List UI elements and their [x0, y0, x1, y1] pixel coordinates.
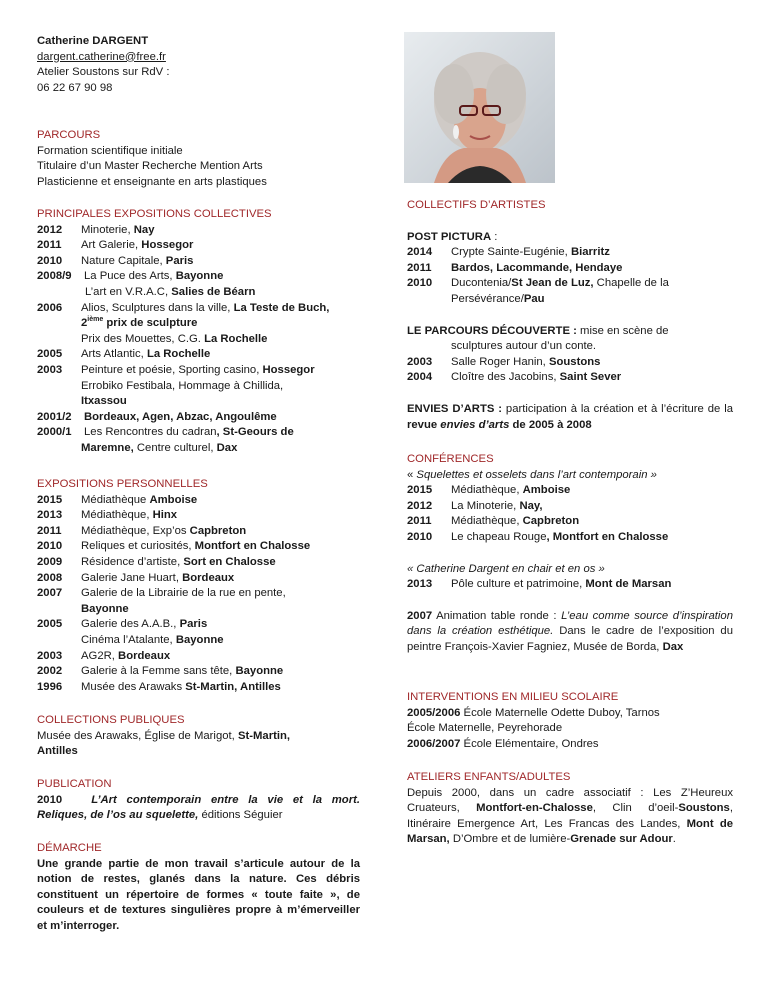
list-item: 2000/1 Les Rencontres du cadran, St-Geours de: [37, 426, 294, 439]
expo-collectives-section: [37, 207, 360, 457]
collectifs-title: COLLECTIFS D’ARTISTES: [407, 199, 546, 211]
interventions-section: INTERVENTIONS EN MILIEU SCOLAIRE 2005/2006 École Maternelle Odette Duboy, Tarnos École Maternelle, Peyrehorade 2006/2007 École Elémentaire, Ondres: [407, 690, 733, 752]
list-item: 2003 Salle Roger Hanin, Soustons: [407, 355, 601, 368]
demarche-title: DÉMARCHE: [37, 842, 102, 854]
list-item: 2003 Peinture et poésie, Sporting casino, Hossegor: [37, 363, 315, 376]
list-item: 2010 Ducontenia/St Jean de Luz, Chapelle de la: [407, 277, 669, 290]
list-item: 2004 Cloître des Jacobins, Saint Sever: [407, 371, 622, 384]
list-item: 2011 Bardos, Lacommande, Hendaye: [407, 261, 623, 274]
publication-section: PUBLICATION 2010 L’Art contemporain entre la vie et la mort. Reliques, de l’os au squelette, éditions Séguier: [37, 778, 360, 822]
list-item: 2007 Galerie de la Librairie de la rue en pente,: [37, 587, 286, 600]
list-item: 2012 Minoterie, Nay: [37, 223, 155, 236]
conferences-section: CONFÉRENCES « Squelettes et osselets dans l’art contemporain » 2015 Médiathèque, Amboise 2012 La Minoterie, Nay, 2011 Médiathèque, Capbreton 2010 Le chapeau Rouge, Montfort en Chalosse « Catherine Dargent en chair et en os » 2013 Pôle culture et patrimoine, Mont de Marsan 2007 Animation table ronde : L’eau comme source d’inspiration dans la création esthétique. Dans le cadre de l’exposition du peintre François-Xavier Fagniez, Musée de Borda, Dax: [407, 453, 733, 653]
list-item: 1996 Musée des Arawaks St-Martin, Antilles: [37, 680, 281, 693]
list-item: 2003 AG2R, Bordeaux: [37, 649, 171, 662]
demarche-section: [37, 841, 360, 935]
list-item: Errobiko Festibala, Hommage à Chillida,: [81, 379, 284, 392]
publication-title: PUBLICATION: [37, 778, 112, 790]
atelier-line: Atelier Soustons sur RdV :: [37, 66, 170, 79]
list-item: Prix des Mouettes, C.G. La Rochelle: [81, 332, 268, 345]
list-item: 2010 Le chapeau Rouge, Montfort en Chalosse: [407, 530, 669, 543]
interventions-title: INTERVENTIONS EN MILIEU SCOLAIRE: [407, 691, 619, 703]
list-item: 2001/2 Bordeaux, Agen, Abzac, Angoulême: [37, 410, 277, 423]
list-item: 2011 Art Galerie, Hossegor: [37, 239, 194, 252]
collections-title: COLLECTIONS PUBLIQUES: [37, 714, 185, 726]
collections-section: COLLECTIONS PUBLIQUES Musée des Arawaks, Église de Marigot, St-Martin, Antilles: [37, 713, 360, 760]
list-item: 2005 Galerie des A.A.B., Paris: [37, 618, 208, 631]
list-item: 2010 Nature Capitale, Paris: [37, 254, 194, 267]
list-item: Cinéma l’Atalante, Bayonne: [81, 633, 224, 646]
list-item: 2005 Arts Atlantic, La Rochelle: [37, 348, 211, 361]
list-item: 2006 Alios, Sculptures dans la ville, La Teste de Buch,: [37, 301, 330, 314]
list-item: 2012 La Minoterie, Nay,: [407, 499, 543, 512]
parcours-section: [37, 128, 360, 190]
list-item: 2013 Pôle culture et patrimoine, Mont de Marsan: [407, 578, 672, 591]
parcours-line: Formation scientifique initiale: [37, 144, 183, 157]
list-item: 2015 Médiathèque Amboise: [37, 493, 198, 506]
list-item: L’art en V.R.A.C, Salies de Béarn: [85, 285, 256, 298]
parcours-title: PARCOURS: [37, 129, 101, 141]
list-item: 2011 Médiathèque, Capbreton: [407, 515, 580, 528]
parcours-line: Plasticienne et enseignante en arts plastiques: [37, 175, 267, 188]
list-item: Maremne, Centre culturel, Dax: [81, 441, 238, 454]
conferences-title: CONFÉRENCES: [407, 453, 494, 465]
ateliers-section: ATELIERS ENFANTS/ADULTES Depuis 2000, dans un cadre associatif : Les Z’Heureux Cruateurs, Montfort-en-Chalosse, Clin d’oeil-Soustons, Itinéraire Emergence Art, Les Francas des Landes, Mont de Marsan, D’Ombre et de lumière-Grenade sur Adour.: [407, 771, 733, 846]
envies-darts: ENVIES D’ARTS : participation à la création et à l’écriture de la revue envies d’arts de 2005 à 2008: [407, 402, 733, 431]
expo-collectives-title: PRINCIPALES EXPOSITIONS COLLECTIVES: [37, 208, 272, 220]
portrait-photo: [404, 32, 555, 183]
list-item: 2014 Crypte Sainte-Eugénie, Biarritz: [407, 246, 610, 259]
list-item: 2010 Reliques et curiosités, Montfort en Chalosse: [37, 540, 311, 553]
parcours-line: Titulaire d’un Master Recherche Mention Arts: [37, 160, 263, 173]
list-item: 2009 Résidence d’artiste, Sort en Chalosse: [37, 555, 276, 568]
ateliers-title: ATELIERS ENFANTS/ADULTES: [407, 771, 571, 783]
list-item: 2015 Médiathèque, Amboise: [407, 484, 571, 497]
demarche-text: Une grande partie de mon travail s’articule autour de la notion de restes, glanés dans la nature. Ces débris constituent un répertoire de formes « toute faite », de couleurs et de textures singulières propre à m’émerveiller et m’interroger.: [37, 857, 360, 932]
email-link[interactable]: dargent.catherine@free.fr: [37, 50, 166, 63]
list-item: Bayonne: [81, 602, 129, 615]
list-item: 2011 Médiathèque, Exp’os Capbreton: [37, 524, 247, 537]
list-item: Itxassou: [81, 395, 127, 408]
list-item: 2013 Médiathèque, Hinx: [37, 509, 178, 522]
contact-block: [37, 34, 337, 96]
list-item: 2008 Galerie Jane Huart, Bordeaux: [37, 571, 235, 584]
list-item: 2ième prix de sculpture: [81, 316, 198, 330]
phone-line: 06 22 67 90 98: [37, 81, 113, 94]
list-item: 2002 Galerie à la Femme sans tête, Bayonne: [37, 665, 284, 678]
expo-personnelles-section: [37, 477, 360, 695]
list-item: 2008/9 La Puce des Arts, Bayonne: [37, 270, 224, 283]
author-name: Catherine DARGENT: [37, 35, 149, 47]
collectifs-section: COLLECTIFS D’ARTISTES POST PICTURA : 2014 Crypte Sainte-Eugénie, Biarritz 2011 Bardos, Lacommande, Hendaye 2010 Ducontenia/St Jean de Luz, Chapelle de la Persévérance/Pau LE PARCOURS DÉCOUVERTE : mise en scène de sculptures autour d’un conte. 2003 Salle Roger Hanin, Soustons 2004 Cloître des Jacobins, Saint Sever ENVIES D’ARTS : participation à la création et à l’écriture de la revue envies d’arts de 2005 à 2008: [407, 198, 733, 433]
expo-personnelles-title: EXPOSITIONS PERSONNELLES: [37, 478, 208, 490]
